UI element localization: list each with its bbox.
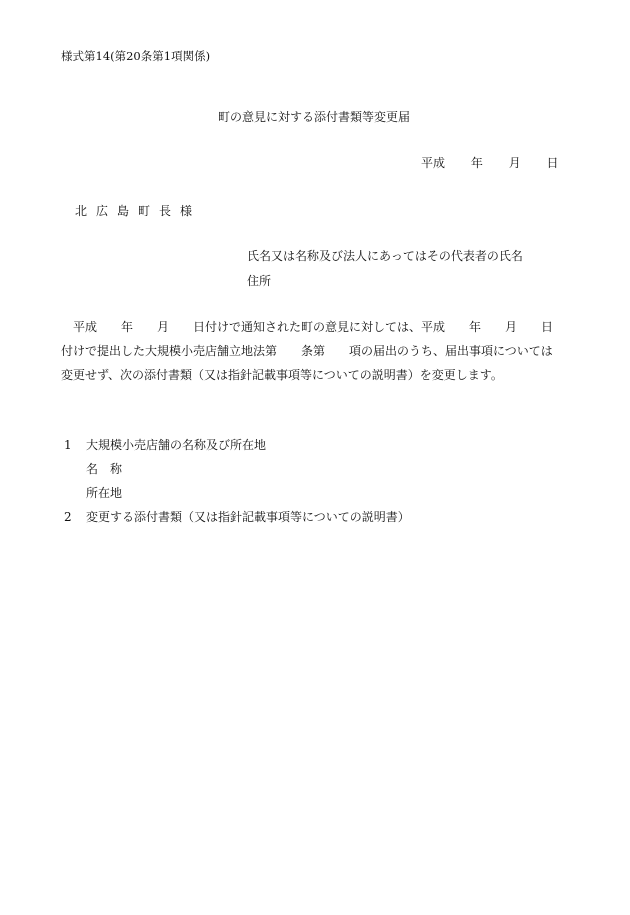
list-subitem <box>64 463 410 487</box>
addressee: 北広島町長様 <box>75 204 202 218</box>
date-era: 平成 <box>421 156 446 170</box>
document-title: 町の意見に対する添付書類等変更届 <box>218 110 411 124</box>
applicant-address-label: 住所 <box>247 274 272 288</box>
date-year: 年 <box>470 156 483 170</box>
form-label: 様式第14(第20条第1項関係) <box>61 49 211 63</box>
subitem-name-label: 名 称 <box>86 462 123 476</box>
body-line-1: 平成 年 月 日付けで通知された町の意見に対しては、平成 年 月 日 <box>61 320 554 334</box>
item-number: 1 <box>64 438 72 452</box>
list-item <box>64 511 410 535</box>
item-list <box>64 439 410 535</box>
subitem-location-label: 所在地 <box>86 486 123 500</box>
item-text: 大規模小売店舗の名称及び所在地 <box>86 438 267 452</box>
date-month: 月 <box>508 156 521 170</box>
date-day: 日 <box>546 156 559 170</box>
body-line-3: 変更せず、次の添付書類（又は指針記載事項等についての説明書）を変更します。 <box>61 368 503 382</box>
applicant-name-label: 氏名又は名称及び法人にあってはその代表者の氏名 <box>247 249 523 263</box>
item-text: 変更する添付書類（又は指針記載事項等についての説明書） <box>86 510 410 524</box>
list-item <box>64 439 410 463</box>
list-subitem <box>64 487 410 511</box>
date-line <box>421 157 559 169</box>
body-line-2: 付けで提出した大規模小売店舗立地法第 条第 項の届出のうち、届出事項については <box>61 344 553 358</box>
item-number: 2 <box>64 510 72 524</box>
body-paragraph <box>61 320 581 392</box>
